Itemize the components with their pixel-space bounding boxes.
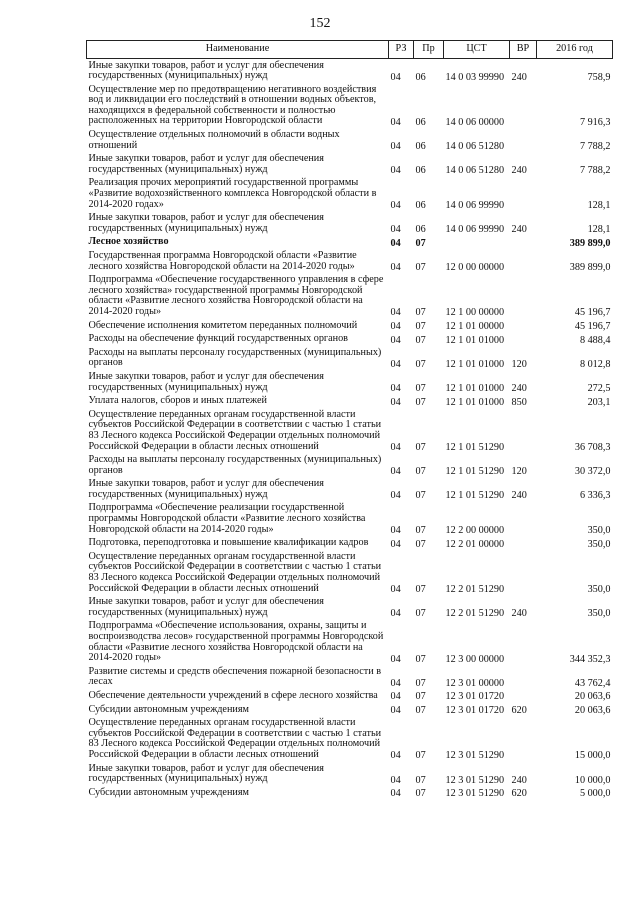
row-pr: 06 bbox=[415, 141, 426, 153]
row-pr: 07 bbox=[415, 321, 426, 333]
row-name: Иные закупки товаров, работ и услуг для обеспечения государственных (муниципальных) нужд bbox=[88, 212, 324, 234]
row-amount: 45 196,7 bbox=[574, 321, 611, 333]
row-pr: 07 bbox=[415, 442, 426, 453]
row-amount: 20 063,6 bbox=[574, 691, 611, 703]
row-amount: 350,0 bbox=[587, 584, 611, 596]
table-row bbox=[87, 59, 613, 84]
row-pr: 07 bbox=[415, 307, 426, 319]
row-rz: 04 bbox=[390, 321, 401, 333]
row-pr: 07 bbox=[415, 262, 426, 274]
row-rz: 04 bbox=[390, 750, 401, 762]
table-row bbox=[87, 537, 613, 551]
row-name: Осуществление мер по предотвращению негативного воздействия вод и ликвидации его последствий в отношении водных объектов, находящихся в федеральной собственности и полностью расположенных на территории Новгородской области bbox=[88, 83, 377, 127]
table-row bbox=[87, 83, 613, 128]
row-cst: 14 0 03 99990 bbox=[445, 71, 505, 83]
row-name: Субсидии автономным учреждениям bbox=[88, 703, 249, 715]
row-rz: 04 bbox=[390, 705, 401, 717]
row-amount: 128,1 bbox=[587, 200, 611, 212]
row-amount: 203,1 bbox=[587, 396, 611, 408]
row-name: Реализация прочих мероприятий государственной программы «Развитие водохозяйственного комплекса Новгородской области в 2014-2020 годах» bbox=[88, 177, 377, 210]
row-cst: 14 0 06 99990 bbox=[445, 224, 505, 236]
row-name: Осуществление переданных органам государственной власти субъектов Российской Федерации в соответствии с частью 1 статьи 83 Лесного кодекса Российской Федерации отдельных полномочий Российской Федерации в области лесных отношений bbox=[88, 408, 382, 452]
row-vr: 850 bbox=[511, 396, 527, 408]
table-row bbox=[87, 717, 613, 762]
table-row bbox=[87, 689, 613, 703]
row-name: Обеспечение деятельности учреждений в сфере лесного хозяйства bbox=[88, 689, 378, 701]
row-name: Государственная программа Новгородской области «Развитие лесного хозяйства Новгородской области на 2014-2020 годы» bbox=[88, 250, 357, 272]
row-cst: 12 2 00 00000 bbox=[445, 525, 505, 537]
row-pr: 07 bbox=[415, 396, 426, 408]
row-rz: 04 bbox=[390, 396, 401, 408]
row-cst: 12 0 00 00000 bbox=[445, 262, 505, 274]
row-rz: 04 bbox=[390, 262, 401, 274]
table-row bbox=[87, 395, 613, 409]
row-pr: 07 bbox=[415, 237, 426, 249]
row-rz: 04 bbox=[390, 358, 401, 370]
page-number: 152 bbox=[309, 16, 331, 31]
table-row bbox=[87, 274, 613, 319]
row-name: Иные закупки товаров, работ и услуг для обеспечения государственных (муниципальных) нужд bbox=[88, 153, 324, 175]
row-name: Уплата налогов, сборов и иных платежей bbox=[88, 395, 267, 407]
row-rz: 04 bbox=[390, 141, 401, 153]
row-name: Иные закупки товаров, работ и услуг для обеспечения государственных (муниципальных) нужд bbox=[88, 370, 324, 393]
row-name: Осуществление переданных органам государственной власти субъектов Российской Федерации в соответствии с частью 1 статьи 83 Лесного кодекса Российской Федерации отдельных полномочий Российской Федерации в области лесных отношений bbox=[88, 550, 382, 594]
row-name: Лесное хозяйство bbox=[88, 236, 169, 248]
row-pr: 07 bbox=[415, 774, 426, 786]
row-cst: 12 2 01 51290 bbox=[445, 584, 505, 596]
row-pr: 07 bbox=[415, 358, 426, 370]
table-row bbox=[87, 502, 613, 537]
row-rz: 04 bbox=[390, 774, 401, 786]
row-vr bbox=[510, 620, 537, 665]
row-name: Иные закупки товаров, работ и услуг для обеспечения государственных (муниципальных) нужд bbox=[88, 478, 324, 500]
header-vr: ВР bbox=[510, 41, 537, 59]
row-amount: 389 899,0 bbox=[569, 237, 611, 249]
row-cst: 12 3 01 01720 bbox=[445, 705, 505, 717]
row-pr: 07 bbox=[415, 466, 426, 478]
row-vr bbox=[510, 319, 537, 333]
row-amount: 10 000,0 bbox=[574, 774, 611, 786]
row-amount: 128,1 bbox=[587, 224, 611, 236]
row-vr: 240 bbox=[511, 224, 527, 236]
row-cst: 14 0 06 00000 bbox=[445, 116, 505, 128]
row-cst: 12 3 01 51290 bbox=[445, 750, 505, 762]
row-amount: 45 196,7 bbox=[574, 307, 611, 319]
row-name: Подпрограмма «Обеспечение реализации государственной программы Новгородской области «Развитие лесного хозяйства Новгородской области на 2014-2020 годы» bbox=[88, 502, 366, 535]
table-row bbox=[87, 408, 613, 453]
row-vr bbox=[510, 129, 537, 153]
row-amount: 344 352,3 bbox=[569, 653, 611, 665]
row-vr bbox=[510, 689, 537, 703]
row-amount: 350,0 bbox=[587, 525, 611, 537]
row-amount: 43 762,4 bbox=[574, 677, 611, 689]
row-vr: 240 bbox=[511, 71, 527, 83]
table-body bbox=[87, 59, 613, 800]
header-year: 2016 год bbox=[537, 41, 613, 59]
row-rz: 04 bbox=[390, 691, 401, 703]
row-pr: 06 bbox=[415, 224, 426, 236]
table-row bbox=[87, 129, 613, 153]
row-pr: 07 bbox=[415, 584, 426, 596]
table-row bbox=[87, 346, 613, 370]
row-pr: 07 bbox=[415, 383, 426, 395]
row-amount: 350,0 bbox=[587, 538, 611, 550]
row-vr: 240 bbox=[511, 165, 527, 177]
row-cst: 12 1 01 51290 bbox=[445, 490, 505, 502]
row-cst: 14 0 06 51280 bbox=[445, 165, 505, 177]
row-rz: 04 bbox=[390, 334, 401, 346]
table-row bbox=[87, 250, 613, 274]
row-cst: 12 1 01 51290 bbox=[445, 466, 505, 478]
row-name: Расходы на обеспечение функций государственных органов bbox=[88, 333, 348, 345]
row-rz: 04 bbox=[390, 653, 401, 665]
table-row bbox=[87, 703, 613, 717]
row-vr bbox=[510, 250, 537, 274]
row-rz: 04 bbox=[390, 165, 401, 177]
row-rz: 04 bbox=[390, 200, 401, 212]
row-cst: 12 3 01 00000 bbox=[445, 677, 505, 689]
row-rz: 04 bbox=[390, 490, 401, 502]
table-row bbox=[87, 620, 613, 665]
row-amount: 758,9 bbox=[587, 71, 611, 83]
row-amount: 20 063,6 bbox=[574, 705, 611, 717]
row-amount: 389 899,0 bbox=[569, 262, 611, 274]
row-cst: 12 1 01 01000 bbox=[445, 383, 505, 395]
row-rz: 04 bbox=[390, 383, 401, 395]
row-rz: 04 bbox=[390, 71, 401, 83]
row-vr: 120 bbox=[511, 358, 527, 370]
row-pr: 07 bbox=[415, 653, 426, 665]
row-pr: 06 bbox=[415, 165, 426, 177]
row-amount: 272,5 bbox=[587, 383, 611, 395]
row-amount: 15 000,0 bbox=[574, 750, 611, 762]
row-vr: 240 bbox=[511, 383, 527, 395]
table-row bbox=[87, 177, 613, 212]
row-name: Расходы на выплаты персоналу государственных (муниципальных) органов bbox=[88, 346, 382, 369]
row-vr: 120 bbox=[511, 466, 527, 478]
table-row bbox=[87, 762, 613, 786]
row-vr bbox=[510, 333, 537, 347]
row-pr: 07 bbox=[415, 705, 426, 717]
header-row bbox=[87, 41, 613, 59]
row-vr bbox=[510, 717, 537, 762]
row-amount: 350,0 bbox=[587, 608, 611, 620]
budget-table bbox=[86, 40, 613, 800]
row-cst: 12 1 01 01000 bbox=[445, 396, 505, 408]
row-cst: 12 3 00 00000 bbox=[445, 653, 505, 665]
row-rz: 04 bbox=[390, 608, 401, 620]
row-name: Развитие системы и средств обеспечения пожарной безопасности в лесах bbox=[88, 665, 382, 688]
table-row bbox=[87, 478, 613, 502]
row-vr bbox=[510, 502, 537, 537]
table-row bbox=[87, 596, 613, 620]
row-cst: 12 1 01 51290 bbox=[445, 442, 505, 453]
row-cst: 14 0 06 99990 bbox=[445, 200, 505, 212]
header-pr: Пр bbox=[414, 41, 444, 59]
row-amount: 5 000,0 bbox=[579, 788, 611, 800]
row-pr: 07 bbox=[415, 538, 426, 550]
row-amount: 7 916,3 bbox=[579, 116, 611, 128]
row-pr: 07 bbox=[415, 608, 426, 620]
table-row bbox=[87, 212, 613, 236]
row-rz: 04 bbox=[390, 237, 401, 249]
row-vr: 240 bbox=[511, 608, 527, 620]
row-name: Обеспечение исполнения комитетом переданных полномочий bbox=[88, 319, 358, 331]
row-amount: 6 336,3 bbox=[579, 490, 611, 502]
row-pr: 07 bbox=[415, 691, 426, 703]
row-cst: 12 3 01 01720 bbox=[445, 691, 505, 703]
table-row bbox=[87, 333, 613, 347]
row-name: Подготовка, переподготовка и повышение квалификации кадров bbox=[88, 537, 369, 549]
table-row bbox=[87, 319, 613, 333]
row-rz: 04 bbox=[390, 224, 401, 236]
row-pr: 07 bbox=[415, 525, 426, 537]
row-cst: 12 3 01 51290 bbox=[445, 788, 505, 800]
row-vr: 620 bbox=[511, 788, 527, 800]
row-cst: 12 1 00 00000 bbox=[445, 307, 505, 319]
row-name: Осуществление отдельных полномочий в области водных отношений bbox=[88, 129, 340, 151]
row-pr: 06 bbox=[415, 71, 426, 83]
table-row bbox=[87, 236, 613, 250]
row-rz: 04 bbox=[390, 584, 401, 596]
row-name: Иные закупки товаров, работ и услуг для обеспечения государственных (муниципальных) нужд bbox=[88, 59, 324, 82]
row-amount: 7 788,2 bbox=[579, 141, 611, 153]
row-vr bbox=[510, 274, 537, 319]
row-cst: 12 1 01 01000 bbox=[445, 358, 505, 370]
row-vr bbox=[510, 177, 537, 212]
row-cst: 12 2 01 00000 bbox=[445, 538, 505, 550]
row-amount: 8 488,4 bbox=[579, 334, 611, 346]
row-amount: 7 788,2 bbox=[579, 165, 611, 177]
row-cst: 12 1 01 00000 bbox=[445, 321, 505, 333]
header-cst: ЦСТ bbox=[444, 41, 510, 59]
row-pr: 06 bbox=[415, 116, 426, 128]
row-name: Расходы на выплаты персоналу государственных (муниципальных) органов bbox=[88, 454, 382, 476]
row-rz: 04 bbox=[390, 442, 401, 453]
row-amount: 36 708,3 bbox=[574, 442, 611, 453]
row-cst: 12 2 01 51290 bbox=[445, 608, 505, 620]
row-name: Осуществление переданных органам государственной власти субъектов Российской Федерации в соответствии с частью 1 статьи 83 Лесного кодекса Российской Федерации отдельных полномочий Российской Федерации в области лесных отношений bbox=[88, 717, 382, 760]
row-pr: 07 bbox=[415, 334, 426, 346]
header-name: Наименование bbox=[87, 41, 389, 59]
table-row bbox=[87, 665, 613, 689]
table-row bbox=[87, 550, 613, 595]
row-rz: 04 bbox=[390, 788, 401, 800]
row-rz: 04 bbox=[390, 677, 401, 689]
row-name: Иные закупки товаров, работ и услуг для обеспечения государственных (муниципальных) нужд bbox=[88, 596, 324, 618]
row-pr: 06 bbox=[415, 200, 426, 212]
header-rz: РЗ bbox=[389, 41, 414, 59]
row-vr bbox=[510, 408, 537, 453]
row-name: Субсидии автономным учреждениям bbox=[88, 786, 249, 798]
row-pr: 07 bbox=[415, 677, 426, 689]
row-rz: 04 bbox=[390, 538, 401, 550]
table-row bbox=[87, 786, 613, 800]
row-rz: 04 bbox=[390, 116, 401, 128]
row-vr bbox=[510, 665, 537, 689]
row-name: Подпрограмма «Обеспечение государственного управления в сфере лесного хозяйства» государственной программы Новгородской области «Развитие лесного хозяйства Новгородской области на 2014-2020 годы» bbox=[88, 274, 384, 317]
table-header bbox=[87, 41, 613, 59]
row-pr: 07 bbox=[415, 490, 426, 502]
row-rz: 04 bbox=[390, 466, 401, 478]
row-vr: 240 bbox=[511, 774, 527, 786]
table-row bbox=[87, 370, 613, 394]
row-pr: 07 bbox=[415, 788, 426, 800]
row-pr: 07 bbox=[415, 750, 426, 762]
row-vr bbox=[510, 537, 537, 551]
row-name: Иные закупки товаров, работ и услуг для обеспечения государственных (муниципальных) нужд bbox=[88, 762, 324, 785]
row-name: Подпрограмма «Обеспечение использования, охраны, защиты и воспроизводства лесов» государственной программы Новгородской области «Развитие лесного хозяйства Новгородской области на 2014-2020 годы» bbox=[88, 620, 384, 664]
table-row bbox=[87, 153, 613, 177]
table-row bbox=[87, 454, 613, 478]
row-vr bbox=[510, 83, 537, 128]
row-amount: 8 012,8 bbox=[579, 358, 611, 370]
row-rz: 04 bbox=[390, 525, 401, 537]
row-rz: 04 bbox=[390, 307, 401, 319]
row-amount: 30 372,0 bbox=[574, 466, 611, 478]
row-vr: 240 bbox=[511, 490, 527, 502]
row-cst bbox=[444, 236, 510, 250]
row-vr: 620 bbox=[511, 705, 527, 717]
row-cst: 12 1 01 01000 bbox=[445, 334, 505, 346]
row-vr bbox=[510, 236, 537, 250]
row-vr bbox=[510, 550, 537, 595]
row-cst: 14 0 06 51280 bbox=[445, 141, 505, 153]
row-cst: 12 3 01 51290 bbox=[445, 774, 505, 786]
